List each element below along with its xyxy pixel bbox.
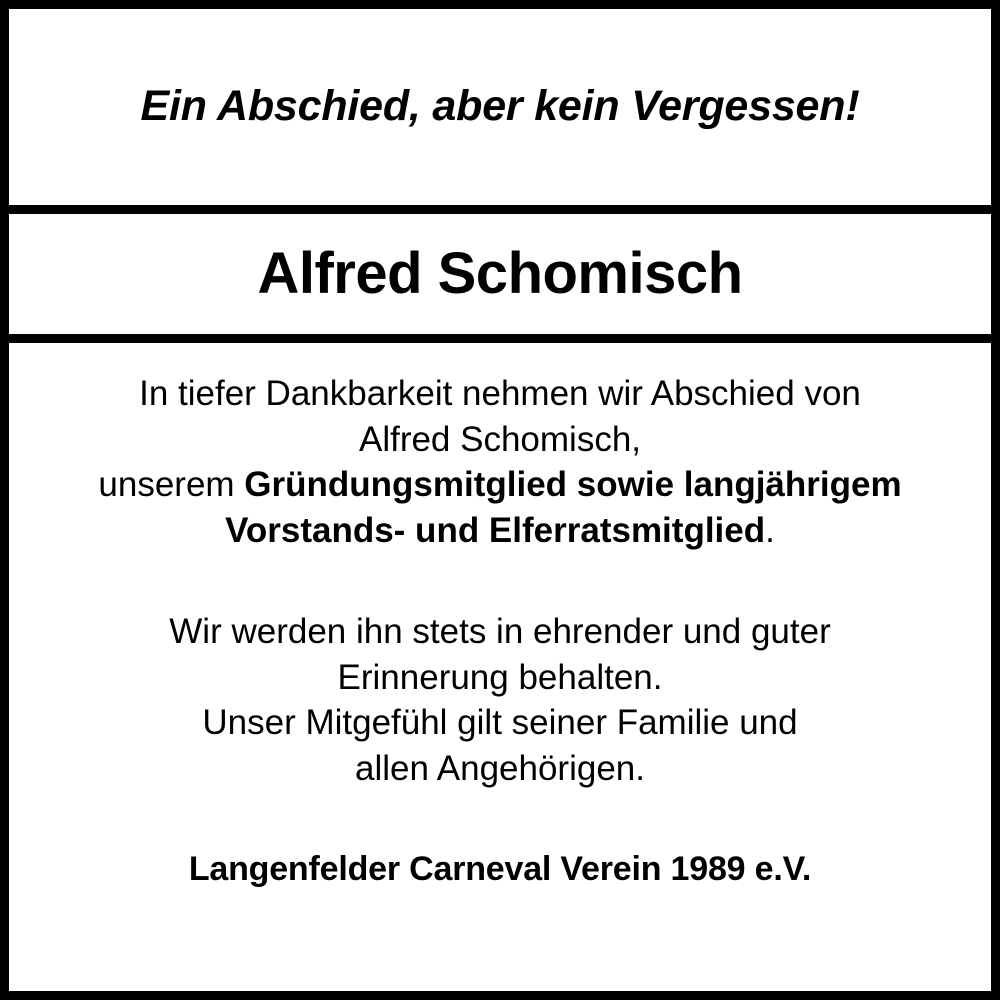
condolence-line-4: allen Angehörigen. [355, 748, 645, 788]
motto-band [9, 9, 991, 214]
tribute-line-4 [35, 508, 965, 554]
condolence-line-1: Wir werden ihn stets in ehrender und guter [169, 612, 831, 651]
deceased-name: Alfred Schomisch [257, 240, 743, 306]
condolence-line-3: Unser Mitgefühl gilt seiner Familie und [202, 703, 798, 742]
condolence-line-2: Erinnerung behalten. [337, 657, 663, 697]
tribute-line-4-emphasis: Vorstands- und Elferratsmitglied [225, 510, 766, 550]
tribute-line-3-prefix: unserem [98, 465, 245, 504]
tribute-line-3 [35, 462, 965, 508]
condolence-paragraph [35, 609, 965, 791]
motto-text: Ein Abschied, aber kein Vergessen! [140, 82, 860, 131]
tribute-line-4-suffix: . [765, 510, 775, 550]
name-band [9, 214, 991, 343]
tribute-line-2: Alfred Schomisch, [358, 419, 642, 459]
tribute-line-1: In tiefer Dankbarkeit nehmen wir Abschied von [139, 374, 861, 413]
body-band [9, 343, 991, 991]
tribute-paragraph [35, 371, 965, 553]
tribute-line-3-emphasis: Gründungsmitglied sowie langjährigem [244, 465, 902, 504]
organization-signature: Langenfelder Carneval Verein 1989 e.V. [188, 850, 812, 888]
